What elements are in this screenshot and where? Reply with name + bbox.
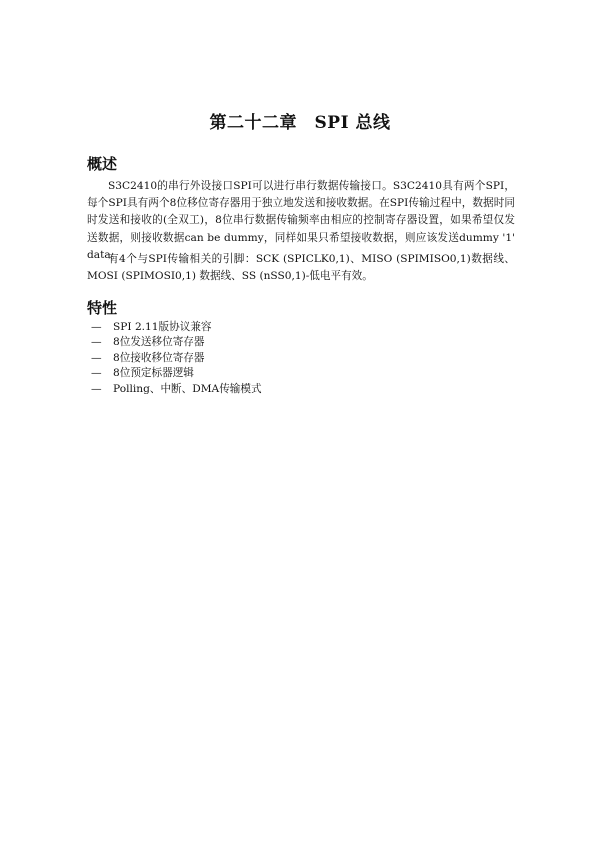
dash-bullet: — <box>91 367 102 380</box>
feature-text: Polling、中断、DMA传输模式 <box>113 382 262 395</box>
list-item <box>91 351 262 366</box>
dash-bullet: — <box>91 336 102 349</box>
overview-paragraph-2: 有4个与SPI传输相关的引脚：SCK (SPICLK0,1)、MISO (SPIMISO0,1)数据线、MOSI (SPIMOSI0,1) 数据线、SS (nSS0,1)-低电平有效。 <box>87 253 515 283</box>
list-item <box>91 382 262 397</box>
dash-bullet: — <box>91 382 102 395</box>
list-item <box>91 335 262 350</box>
list-item <box>91 366 262 381</box>
feature-text: 8位预定标器逻辑 <box>113 367 194 380</box>
feature-text: 8位发送移位寄存器 <box>113 336 205 349</box>
list-item <box>91 320 262 335</box>
dash-bullet: — <box>91 351 102 364</box>
features-list <box>91 320 262 397</box>
section-heading-features: 特性 <box>87 299 118 317</box>
overview-paragraph-1: S3C2410的串行外设接口SPI可以进行串行数据传输接口。S3C2410具有两个SPI，每个SPI具有两个8位移位寄存器用于独立地发送和接收数据。在SPI传输过程中，数据时同时发送和接收的(全双工)，8位串行数据传输频率由相应的控制寄存器设置，如果希望仅发送数据，则接收数据can be dummy，同样如果只希望接收数据，则应该发送dummy '1' data。 <box>87 180 515 261</box>
chapter-title: 第二十二章 SPI 总线 <box>209 113 391 133</box>
feature-text: SPI 2.11版协议兼容 <box>113 321 212 333</box>
feature-text: 8位接收移位寄存器 <box>113 351 205 364</box>
dash-bullet: — <box>91 321 102 333</box>
section-heading-overview: 概述 <box>87 155 118 173</box>
